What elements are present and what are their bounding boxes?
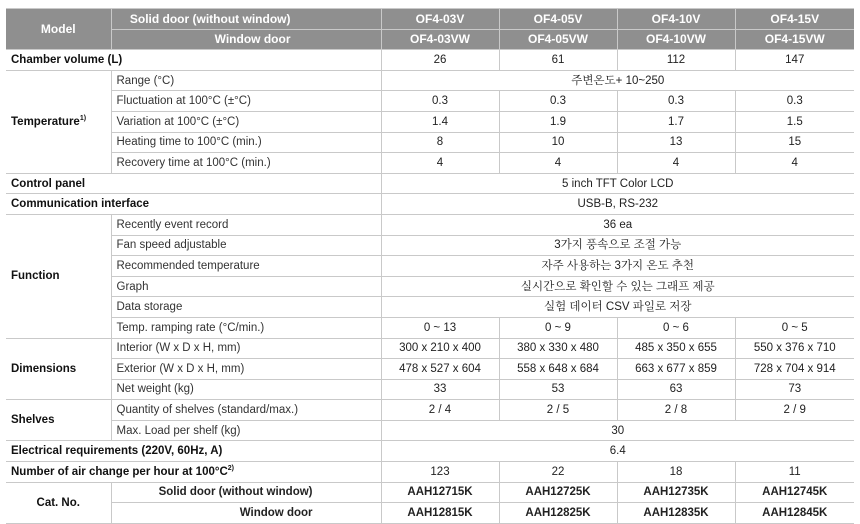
chamber-row [6,50,854,71]
data-storage-row [6,297,854,318]
air-change-row [6,462,854,483]
value-cell: 0.3 [735,91,854,112]
model-cell: OF4-03VW [381,29,499,50]
cat-window-row [6,503,854,524]
value-cell: 10 [499,132,617,153]
value-cell: 22 [499,462,617,483]
shelves-quantity-label: Quantity of shelves (standard/max.) [111,400,381,421]
range-value: 주변온도+ 10~250 [381,70,854,91]
event-record-value: 36 ea [381,214,854,235]
value-cell: 1.4 [381,111,499,132]
graph-row [6,276,854,297]
ramping-label: Temp. ramping rate (°C/min.) [111,317,381,338]
cat-number: AAH12735K [617,482,735,503]
cat-number: AAH12825K [499,503,617,524]
model-cell: OF4-10V [617,9,735,30]
value-cell: 1.5 [735,111,854,132]
value-cell: 0.3 [381,91,499,112]
value-cell: 112 [617,50,735,71]
recovery-row [6,153,854,174]
air-change-label: Number of air change per hour at 100°C [11,465,228,478]
control-panel-row [6,173,854,194]
model-header: Model [6,9,111,50]
value-cell: 1.7 [617,111,735,132]
cat-number: AAH12845K [735,503,854,524]
exterior-row [6,359,854,380]
communication-label: Communication interface [6,194,381,215]
heating-row [6,132,854,153]
model-cell: OF4-15V [735,9,854,30]
range-label: Range (°C) [111,70,381,91]
variation-label: Variation at 100°C (±°C) [111,111,381,132]
recommended-temp-row [6,256,854,277]
fan-speed-row [6,235,854,256]
value-cell: 1.9 [499,111,617,132]
value-cell: 485 x 350 x 655 [617,338,735,359]
value-cell: 13 [617,132,735,153]
interior-row [6,338,854,359]
cat-window-label: Window door [111,503,381,524]
cat-number: AAH12715K [381,482,499,503]
value-cell: 663 x 677 x 859 [617,359,735,380]
value-cell: 2 / 4 [381,400,499,421]
cat-no-label: Cat. No. [6,482,111,523]
electrical-row [6,441,854,462]
header-row-solid [6,9,854,30]
data-storage-label: Data storage [111,297,381,318]
recovery-label: Recovery time at 100°C (min.) [111,153,381,174]
value-cell: 26 [381,50,499,71]
temperature-label: Temperature [11,115,80,128]
spec-table [6,8,854,524]
model-cell: OF4-05VW [499,29,617,50]
value-cell: 2 / 5 [499,400,617,421]
value-cell: 728 x 704 x 914 [735,359,854,380]
value-cell: 300 x 210 x 400 [381,338,499,359]
graph-label: Graph [111,276,381,297]
cat-number: AAH12745K [735,482,854,503]
cat-number: AAH12725K [499,482,617,503]
electrical-value: 6.4 [381,441,854,462]
shelves-quantity-row [6,400,854,421]
fluctuation-label: Fluctuation at 100°C (±°C) [111,91,381,112]
dimensions-label: Dimensions [6,338,111,400]
recommended-temp-label: Recommended temperature [111,256,381,277]
value-cell: 4 [617,153,735,174]
value-cell: 15 [735,132,854,153]
graph-value: 실시간으로 확인할 수 있는 그래프 제공 [381,276,854,297]
heating-label: Heating time to 100°C (min.) [111,132,381,153]
fan-speed-label: Fan speed adjustable [111,235,381,256]
value-cell: 0 ~ 6 [617,317,735,338]
event-record-row [6,214,854,235]
value-cell: 53 [499,379,617,400]
value-cell: 2 / 9 [735,400,854,421]
cat-number: AAH12815K [381,503,499,524]
shelves-label: Shelves [6,400,111,441]
shelf-load-row [6,420,854,441]
electrical-label: Electrical requirements (220V, 60Hz, A) [6,441,381,462]
value-cell: 61 [499,50,617,71]
value-cell: 380 x 330 x 480 [499,338,617,359]
interior-label: Interior (W x D x H, mm) [111,338,381,359]
temperature-footnote: 1) [79,114,87,122]
function-label: Function [6,214,111,338]
recommended-temp-value: 자주 사용하는 3가지 온도 추천 [381,256,854,277]
value-cell: 73 [735,379,854,400]
chamber-label: Chamber volume (L) [6,50,381,71]
cat-solid-row [6,482,854,503]
model-cell: OF4-10VW [617,29,735,50]
fluctuation-row [6,91,854,112]
event-record-label: Recently event record [111,214,381,235]
value-cell: 11 [735,462,854,483]
value-cell: 18 [617,462,735,483]
value-cell: 8 [381,132,499,153]
value-cell: 478 x 527 x 604 [381,359,499,380]
value-cell: 0 ~ 5 [735,317,854,338]
value-cell: 63 [617,379,735,400]
header-row-window [6,29,854,50]
value-cell: 123 [381,462,499,483]
value-cell: 0.3 [617,91,735,112]
value-cell: 2 / 8 [617,400,735,421]
communication-value: USB-B, RS-232 [381,194,854,215]
model-cell: OF4-03V [381,9,499,30]
cat-number: AAH12835K [617,503,735,524]
value-cell: 0 ~ 9 [499,317,617,338]
air-change-cell [6,462,381,483]
value-cell: 33 [381,379,499,400]
exterior-label: Exterior (W x D x H, mm) [111,359,381,380]
control-panel-value: 5 inch TFT Color LCD [381,173,854,194]
value-cell: 4 [499,153,617,174]
value-cell: 550 x 376 x 710 [735,338,854,359]
model-cell: OF4-15VW [735,29,854,50]
cat-solid-label: Solid door (without window) [111,482,381,503]
window-door-header: Window door [111,29,381,50]
value-cell: 0 ~ 13 [381,317,499,338]
fan-speed-value: 3가지 풍속으로 조절 가능 [381,235,854,256]
value-cell: 4 [735,153,854,174]
shelf-load-value: 30 [381,420,854,441]
variation-row [6,111,854,132]
control-panel-label: Control panel [6,173,381,194]
weight-label: Net weight (kg) [111,379,381,400]
value-cell: 558 x 648 x 684 [499,359,617,380]
ramping-row [6,317,854,338]
shelf-load-label: Max. Load per shelf (kg) [111,420,381,441]
model-cell: OF4-05V [499,9,617,30]
value-cell: 147 [735,50,854,71]
communication-row [6,194,854,215]
temperature-group [6,70,111,173]
value-cell: 0.3 [499,91,617,112]
data-storage-value: 실험 데이터 CSV 파일로 저장 [381,297,854,318]
solid-door-header: Solid door (without window) [111,9,381,30]
weight-row [6,379,854,400]
value-cell: 4 [381,153,499,174]
temperature-range-row [6,70,854,91]
air-change-footnote: 2) [227,465,234,473]
